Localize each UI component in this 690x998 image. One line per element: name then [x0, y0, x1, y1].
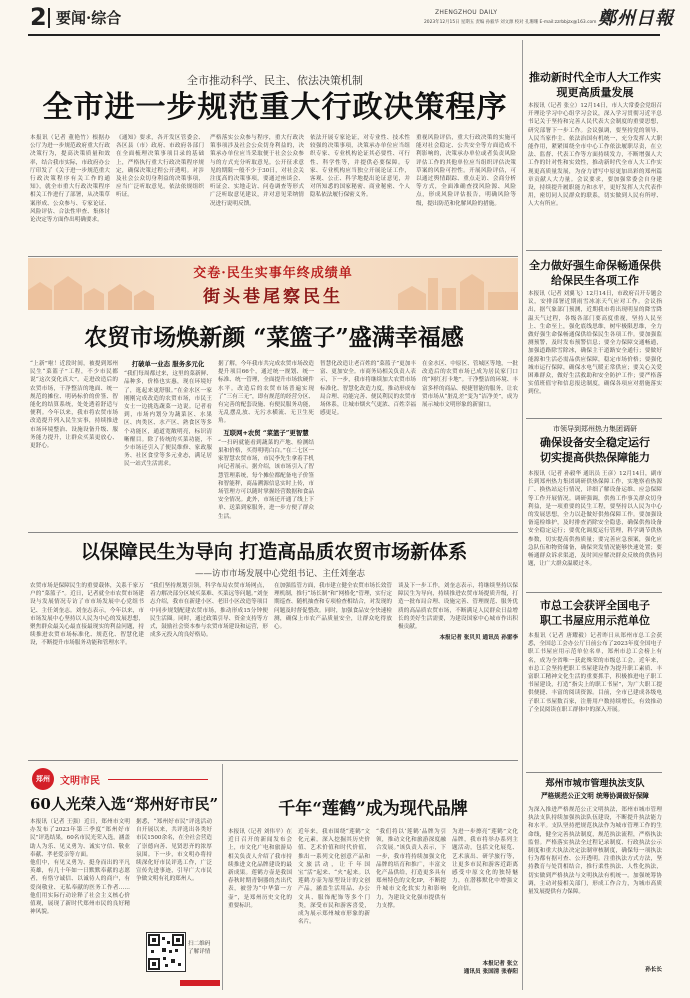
- lead-col-3: [210, 134, 304, 252]
- banner-main-text: 街头巷尾察民生: [203, 287, 343, 307]
- feature-col-2: [124, 360, 212, 528]
- feature2-headline: 以保障民生为导向 打造高品质农贸市场新体系: [80, 541, 468, 563]
- lotus-body-1: 本报讯（记者 刘伟平）在近日召开的新闻发布会上，市文化广电和旅游局相关负责人介绍了我市持续推进文化品牌建设的最新成果。莲鹤方壶是我国春秋时期青铜器的杰出代表，被誉为“中华第一方壶”，是郑州历史文化的重要标识。: [228, 829, 292, 909]
- newspaper-logo: 鄭州日報: [598, 8, 674, 29]
- right3-headline-line2: 确保设备安全稳定运行: [540, 436, 650, 449]
- masthead: [0, 0, 690, 34]
- lotus-col-4: [452, 828, 518, 988]
- lotus-body-3: “我们将以‘莲鹤’品牌为引领，推动文化和旅游深度融合发展。”该负责人表示，下一步，我市将持续加强文化品牌的培育和推广，丰富文化产品供给，打造更多具有郑州特色的文化IP，不断提升城市文化软实力和影响力，为建设文化强市提供有力支撑。: [376, 829, 446, 909]
- feature2-reporter: 本报记者 张贝贝 通讯员 孙雷李: [439, 635, 518, 642]
- lotus-body-2: 近年来，我市围绕“莲鹤”文化元素，深入挖掘其历史价值、艺术价值和时代价值，推出一系列文化创意产品和文旅活动，让千年国宝“活”起来、“火”起来。以莲鹤方壶为原型设计的文创产品，涵盖生活用品、办公文具、服饰配饰等多个门类，深受市民和游客喜爱，成为展示郑州城市形象的新名片。: [298, 829, 370, 926]
- civil-body-1: 本报讯（记者 王强）近日，郑州市文明办发布了2023年第三季度“郑州好市民”评选结果，60名市民光荣入选，涵盖助人为乐、见义勇为、诚实守信、敬业奉献、孝老爱亲等方面。: [30, 819, 130, 858]
- feature2-body-1: 农贸市场是保障民生的重要载体，关系千家万户的“菜篮子”。近日，记者就全市农贸市场建设与发展情况专访了市市场发展中心党组书记、主任刘奎志。刘奎志表示，今年以来，市市场发展中心坚持以人民为中心的发展思想，聚焦群众最关心最直接最现实的利益问题，持续推进农贸市场标准化、规范化、智慧化建设，不断提升市场服务功能和管理水平。: [30, 583, 144, 647]
- right3-headline-line3: 切实提高供热保障能力: [540, 451, 650, 464]
- right1-body-col: [528, 102, 662, 246]
- lead-body-4: 依法开展专家论证，对专业性、技术性较强的决策事项，决策承办单位应当组织专家、专业机构论证其必要性、可行性、科学性等，并提供必要保障。专家、专业机构应当独立开展论证工作，客观、公正、科学地提出论证意见，并对所知悉的国家秘密、商业秘密、个人隐私依法履行保密义务。: [310, 135, 410, 199]
- lead-body-5: 重视风险评估，重大行政决策的实施可能对社会稳定、公共安全等方面造成不利影响的，决策承办单位或者负责风险评估工作的其他单位应当组织评估决策草案的风险可控性。开展风险评估，可以通过舆情跟踪、重点走访、会商分析等方式，全面准确查找风险源、风险点，形成风险评估报告，明确风险等级，提出防范和化解风险的措施。: [416, 135, 516, 207]
- feature2-col-4: [398, 582, 518, 756]
- civil-headline: 60人光荣入选“郑州好市民”: [30, 795, 219, 813]
- lead-body-1: 本报讯（记者 董艳竹）根据办公厅为进一步规范政府重大行政决策行为，提高决策质量和效率，结合我市实际，市政府办公厅印发了《关于进一步规范重大行政决策程序有关工作的通知》，就全市重大行政决策程序相关工作进行了部署，从决策草案形成、公众参与、专家论证、风险评估、合法性审查、集体讨论决定等方面作出明确要求。: [30, 135, 110, 224]
- lead-bottom-rule: [28, 256, 518, 257]
- feature-body-5: 智慧化改造让老百姓的“菜篮子”更加丰富、更加安全。市商务局相关负责人表示，下一步，我市将继续加大农贸市场标准化、智慧化改造力度，推动形成布局合理、功能完善、便民利民的农贸市场体系，让城市烟火气更浓、百姓幸福感更足。: [320, 361, 416, 417]
- right1-body: 本报讯（记者 张立）12月14日，市人大常委会党组召开理论学习中心组学习会议，深入学习贯彻习近平总书记关于坚持和完善人民代表大会制度的重要思想，研究部署下一步工作。会议强调，要坚持党的领导、人民当家作主、依法治国有机统一，充分发挥人大职能作用，紧紧围绕全市中心工作依法履职尽责，在立法、监督、代表工作等方面持续发力，不断增强人大工作的针对性和实效性，推动新时代全市人大工作实现更高质量发展，为奋力谱写中原更加出彩的郑州篇章贡献人大力量。会议要求，要加强常委会自身建设，持续提升履职能力和水平，更好发挥人大代表作用，密切同人民群众的联系，切实做到人民有所呼、人大有所应。: [528, 103, 662, 208]
- feature2-col-3: [274, 582, 392, 756]
- section-title: 要闻·综合: [56, 9, 122, 27]
- feature-col-3: [218, 360, 314, 528]
- civil-body-2: 他们中，有见义勇为、挺身而出的平凡英雄，有几十年如一日默默奉献的志愿者，有恪守诚信、以诚待人的商户，有爱岗敬业、无私奉献的医务工作者……他们用实际行动诠释了社会主义核心价值观，展现了新时代郑州市民的良好精神风貌。: [30, 860, 130, 916]
- right2-rule: [526, 418, 662, 419]
- right1-rule: [526, 250, 662, 251]
- qr-code[interactable]: [146, 932, 186, 972]
- feature-body-6: 在金水区、中原区、管城区等地，一批改造后的农贸市场已成为居民家门口的“网红打卡地”。干净整洁的环境、丰富多样的商品、便捷智能的服务，让农贸市场从“脏乱差”变为“洁净美”，成为展示城市文明形象的新窗口。: [422, 361, 518, 409]
- feature2-col-2: [150, 582, 268, 756]
- feature-headline: 农贸市场焕新颜 “菜篮子”盛满幸福感: [84, 324, 464, 351]
- feature-body-4: “一扫码就能看到蔬菜的产地、检测结果和价格，买得明明白白。”在二七区一家智慧农贸市场，市民李先生拿着手机向记者展示。据介绍，该市场引入了智慧管理系统，每个摊位都配备电子价签和智能秤，商品溯源信息实时上传，市场管理方可以随时掌握经营数据和食品安全情况。此外，市场还开通了线上下单、送菜到家服务，进一步方便了群众生活。: [218, 439, 314, 520]
- right3-rule: [526, 592, 662, 593]
- date-line: 2023年12月15日 星期五 责编 孙毅华 刘文源 校对 孔珊珊 E-mail:zzrbbjzx@163.com: [424, 20, 597, 25]
- civil-divider: [222, 764, 223, 990]
- lead-body-2: 《通知》要求，各开发区管委会、各区县（市）政府、市政府各部门在全面梳理决策事项目录的基础上，严格执行重大行政决策程序规定，确保决策过程公开透明。对涉及社会公众切身利益的决策事项，应当广泛听取意见，依法依规组织听证。: [116, 135, 204, 199]
- red-tab-marker: [180, 980, 220, 986]
- right4-headline-line2: 职工书屋应用示范单位: [540, 614, 650, 627]
- right4-headline: [528, 598, 662, 628]
- lead-col-4: [310, 134, 410, 252]
- rooftops-illustration: [28, 268, 168, 310]
- feature2-body-4: 谈及下一步工作，刘奎志表示，将继续坚持以保障民生为导向，持续推进农贸市场提质升级，打造一批布局合理、设施完善、管理规范、服务优质的高品质农贸市场，不断满足人民群众日益增长的美好生活需要，为建设国家中心城市作出积极贡献。: [398, 583, 518, 631]
- civil-body-3: 据悉，“郑州好市民”评选活动自开展以来，共评选出各类好市民1500余名，在全社会营造了崇德向善、见贤思齐的浓厚氛围。下一步，市文明办将持续深化好市民评选工作，广泛宣传先进事迹，引导广大市民争做文明有礼的郑州人。: [136, 819, 212, 883]
- civil-col-1: [30, 818, 130, 990]
- right2-body-col: [528, 290, 662, 414]
- lead-col-1: [30, 134, 110, 252]
- right1-headline: 推动新时代全市人大工作实现更高质量发展: [529, 71, 661, 99]
- right4-body-col: [528, 632, 662, 768]
- qr-pattern: [147, 933, 185, 971]
- right5-body-col: [528, 806, 662, 986]
- lead-col-2: [116, 134, 204, 252]
- lead-headline: 全市进一步规范重大行政决策程序: [42, 90, 508, 125]
- lotus-col-3: [376, 828, 446, 988]
- civil-badge: 郑州: [32, 768, 54, 790]
- right2-headline: 全力做好强生命保畅通保供给保民生各项工作: [529, 259, 661, 287]
- right5-headline: [528, 778, 662, 802]
- banner-top-text: 交卷·民生实事年终成绩单: [193, 266, 353, 281]
- civil-tag-rule: [108, 779, 208, 780]
- lotus-col-2: [298, 828, 370, 988]
- right4-rule: [526, 772, 662, 773]
- right3-headline-line1: 市领导到郑州热力集团调研: [553, 425, 637, 433]
- feature-body-2: “我们每周都过来，这里的菜新鲜、品种多，价格也实惠，现在环境好了，逛起来更舒服。”在金水区一家刚刚完成改造的农贸市场，市民王女士一边挑选蔬菜一边说。记者看到，市场内划分为蔬菜区、水果区、肉类区、水产区、熟食区等多个功能区，通道宽敞明亮，标识清晰醒目。除了传统的买菜功能，不少市场还引入了便民维修、家政服务、社区食堂等多元业态，满足居民一站式生活需求。: [124, 371, 212, 468]
- page-number-divider: [48, 8, 50, 28]
- lotus-col-1: [228, 828, 292, 988]
- header-rule: [28, 34, 660, 36]
- feature-col-5: [422, 360, 518, 528]
- civil-col-2: [136, 818, 212, 926]
- right4-headline-line1: 市总工会获评全国电子: [540, 599, 650, 612]
- lotus-body-4: 为进一步擦亮“莲鹤”文化品牌，我市将举办系列主题活动，包括文化展览、艺术演出、研学旅行等，让更多市民和游客近距离感受中原文化的独特魅力，在潜移默化中增强文化自信。: [452, 829, 518, 893]
- right5-reporter: 孙长长: [645, 967, 662, 973]
- feature-col-1: [30, 360, 118, 528]
- feature-bottom-rule: [28, 532, 518, 533]
- feature-banner: [28, 258, 518, 310]
- skyline-illustration: [398, 264, 518, 310]
- feature-body-1: “上新”啦！近段时间，被提到郑州民生“菜篮子”工程，不少市民都说“这次变化真大”。走进改造后的农贸市场，干净整洁的地面、统一规范的摊位、明码标价的价签、智能化的结算系统，处处透着舒适与便利。今年以来，我市将农贸市场改造提升列入民生实事，持续推进市场环境整治、设施设备升级、服务能力提升，让群众买菜更放心、更舒心。: [30, 361, 118, 450]
- lotus-headline: 千年“莲鹤”成为现代品牌: [278, 799, 468, 819]
- feature2-col-1: [30, 582, 144, 756]
- feature-subhead-1: 打破单一业态 服务多元化: [131, 360, 205, 368]
- civil-tag: 文明市民: [60, 776, 100, 787]
- feature-subhead-2: 互联网+农贸 “菜篮子”更智慧: [223, 428, 309, 437]
- right-column-divider: [522, 40, 523, 990]
- feature2-body-2: “我们坚持规划引领，科学布局农贸市场网点，着力解决部分区域买菜难、买菜远等问题。”刘奎志介绍，我市在新建小区、老旧小区改造等项目中同步规划配建农贸市场，推动形成15分钟便民生活圈。同时，通过政策引导、资金支持等方式，鼓励社会资本参与农贸市场建设和运营，形成多元投入的良好格局。: [150, 583, 268, 639]
- paper-name-en: ZHENGZHOU DAILY: [435, 9, 498, 16]
- right3-body: 本报讯（记者 孙毅华 通讯员 王彦）12月14日，副市长到郑州热力集团调研供热保障工作，实地察看热源厂、换热站运行情况，详细了解设备运维、应急保障等工作开展情况。调研强调，供热工作事关群众切身利益，是一项重要的民生工程，要坚持以人民为中心的发展思想，全力以赴做好供热保障工作。要加强设备巡检维护，及时排查消除安全隐患，确保供热设备安全稳定运行；要优化调度运行管理，科学调节供热参数，切实提高供热质量；要完善应急预案，强化应急队伍和物资储备，确保突发情况能够快速处置；要畅通群众诉求渠道，及时回应解决群众反映的供热问题，让广大群众温暖过冬。: [528, 471, 662, 568]
- qr-caption: 扫二维码 了解详情: [188, 941, 211, 955]
- feature-body-3: 据了解，今年我市共完成农贸市场改造提升项目66个，通过统一规划、统一标准、统一管理，全面提升市场软硬件水平。改造后的农贸市场普遍实现了“三有三无”，即有规范的经营分区、有完善的配套设施、有便民服务功能，无乱摆乱放、无污水横流、无卫生死角。: [218, 361, 314, 425]
- right2-body: 本报讯（记者 刘翼飞）12月14日，市政府召开专题会议，安排部署近期雨雪冰冻天气应对工作。会议指出，据气象部门预测，近期我市将出现明显的降雪降温天气过程，各级各部门要高度重视，坚持人民至上、生命至上，强化底线思维，树牢极限思维，全力做好强生命保畅通保供给保民生各项工作。要加强监测预警，及时发布预警信息；要全力保障交通畅通，加强道路除雪除冰，确保主干道路安全通行；要做好能源和生活必需品供应保障，稳定市场价格；要强化城市运行保障，确保水电气暖正常供应；要关心关爱困难群众，做好生活救助和安全防护工作；要严格落实值班值守和信息报送制度，确保各项应对措施落实到位。: [528, 291, 662, 396]
- lead-kicker: 全市推动科学、民主、依法决策机制: [187, 74, 363, 87]
- right5-headline-line1: 郑州市城市管理执法支队: [545, 779, 645, 789]
- feature2-bottom-rule: [28, 760, 518, 761]
- lead-col-5: [416, 134, 516, 252]
- feature-col-4: [320, 360, 416, 528]
- right4-body: 本报讯（记者 唐耀毅）记者昨日从郑州市总工会获悉，全国总工会办公厅日前公布了2023年度全国电子职工书屋应用示范单位名单，郑州市总工会榜上有名，成为全省唯一获此殊荣的市级总工会。近年来，市总工会坚持把职工书屋建设作为提升职工素质、丰富职工精神文化生活的重要抓手，积极推进电子职工书屋建设，打造“指尖上的职工书屋”，为广大职工提供便捷、丰富的阅读资源。目前，全市已建成各级电子职工书屋数百家，注册用户数持续增长，有效推动了全民阅读在职工群体中的深入开展。: [528, 633, 662, 713]
- feature2-body-3: 在加强监管方面，我市建立健全农贸市场长效管理机制，推行“场长制”和“网格化”管理，实行定期巡查、随机抽查和专项检查相结合，对发现的问题及时督促整改。同时，加强食品安全快速检测，确保上市农产品质量安全，让群众吃得放心。: [274, 583, 392, 631]
- page-number: 2: [30, 3, 47, 31]
- lead-body-3: 严格落实公众参与程序，重大行政决策事项涉及社会公众切身利益的，决策承办单位应当采取便于社会公众参与的方式充分听取意见。公开征求意见的期限一般不少于30日，对社会关注度高的决策事项，要通过座谈会、听证会、实地走访、问卷调查等形式广泛听取意见建议，并对意见采纳情况进行说明反馈。: [210, 135, 304, 207]
- lotus-reporter: 本报记者 张立 通讯员 张国清 张春阳: [463, 961, 518, 976]
- right5-headline-line2: 严格规范公正文明 统筹协调做好保障: [541, 792, 649, 800]
- right3-headline: [528, 424, 662, 465]
- feature2-subtitle: ——访市市场发展中心党组书记、主任刘奎志: [194, 569, 365, 579]
- right5-body: 为深入推进严格规范公正文明执法，郑州市城市管理执法支队持续加强执法队伍建设，不断提升执法能力和水平。支队坚持把规范执法作为城市管理工作的生命线，健全完善执法制度，规范执法流程，严格执法监督。严格落实执法全过程记录制度、行政执法公示制度和重大执法决定法制审核制度，确保每一项执法行为都有据可查、公开透明。注重执法方式方法，坚持教育与处罚相结合，推行柔性执法、人性化执法，切实做到严格执法与文明执法有机统一。加强统筹协调，主动对接相关部门，形成工作合力，为城市高质量发展提供有力保障。: [528, 807, 662, 896]
- right3-body-col: [528, 470, 662, 588]
